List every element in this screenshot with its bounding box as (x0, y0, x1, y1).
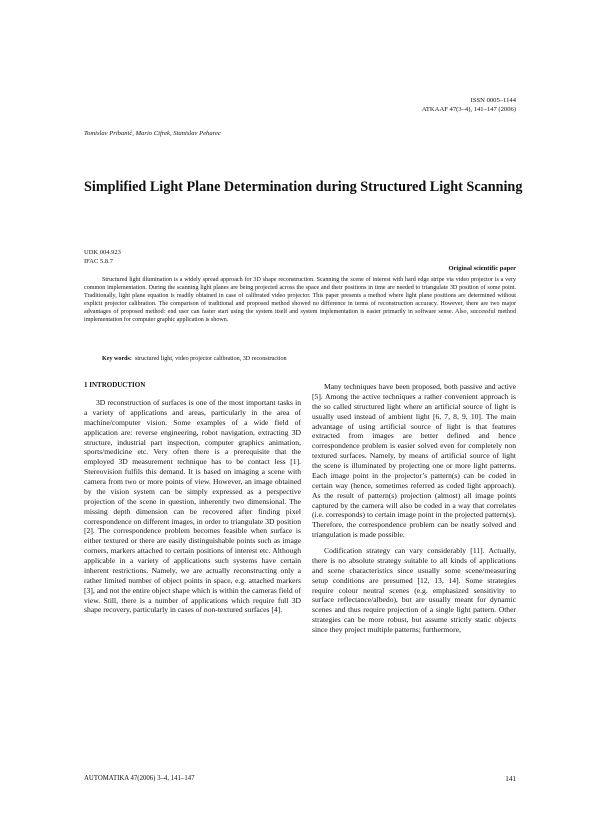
authors: Tomislav Pribanić, Mario Cifrek, Stanislav Peharec (84, 130, 221, 137)
ifac-code: IFAC 5.8.7 (84, 257, 113, 265)
keywords-label: Key words: (102, 356, 132, 362)
paper-title: Simplified Light Plane Determination during Structured Light Scanning (84, 179, 523, 195)
journal-reference: ATKAAF 47(3–4), 141–147 (2006) (421, 106, 516, 113)
journal-header (422, 96, 516, 114)
classification (84, 249, 121, 266)
paper-type: Original scientific paper (448, 265, 516, 272)
page-number: 141 (505, 775, 516, 783)
paragraph: Codification strategy can vary considerably [11]. Actually, there is no absolute strategy suitable to all kinds of applications and scene characteristics since usually some scene/measuring setup conditions are presumed [12, 13, 14]. Some strategies require colour neutral scenes (e.g. emphasized sensitivity to surface reflectance/albedo), but are usually meant for dynamic scenes and thus require projection of a single light pattern. Other strategies can be more robust, but assume strictly static objects since they project multiple patterns; furthermore, (312, 546, 516, 634)
right-column (312, 382, 516, 635)
paragraph: Many techniques have been proposed, both passive and active [5]. Among the active techniques a rather convenient approach is the so called structured light where an artificial source of light is usually used instead of ambient light [6, 7, 8, 9, 10]. The main advantage of using artificial source of light is that features extracted from images are better defined and hence correspondence problem is easier solved even for completely non textured surfaces. Namely, by means of artificial source of light the scene is illuminated by projecting one or more light patterns. Each image point in the projector’s pattern(s) can be coded in certain way (hence, sometimes referred as coded light approach). As the result of pattern(s) projection (almost) all image points captured by the camera will also be coded in a way that correlates (i.e. corresponds) to certain image point in the projected pattern(s). Therefore, the correspondence problem can be neatly solved and triangulation is made possible. (312, 382, 516, 540)
keywords (102, 356, 516, 362)
abstract (84, 276, 516, 325)
paragraph: 3D reconstruction of surfaces is one of the most important tasks in a variety of applications and areas, particularly in the area of machine/computer vision. Some examples of a wide field of application are: reverse engineering, robot navigation, extracting 3D structure, industrial part inspection, computer graphics animation, sports/medicine etc. Very often there is a prerequisite that the employed 3D measurement technique has to be contact less [1]. Stereovision fulfils this demand. It is based on imaging a scene with camera from two or more points of view. However, an image obtained by the vision system can be simply expressed as a perspective projection of the scene in question, inherently two dimensional. The missing depth dimension can be recovered after finding pixel correspondence on different images, in order to triangulate 3D position [2]. The correspondence problem becomes feasible when surface is either textured or there are easily distinguishable points such as image corners, markers attached to certain positions of interest etc. Although applicable in a variety of applications such systems have certain inherent restrictions. Namely, we are actually reconstructing only a rather limited number of object points in space, e.g. attached markers [3], and not the entire object shape which is within the cameras field of view. Still, there is a number of applications which require full 3D shape recovery, particularly in cases of non-textured surfaces [4]. (84, 398, 301, 615)
keywords-text: structured light, video projector calibration, 3D reconstruction (134, 356, 287, 362)
issn: ISSN 0005–1144 (470, 97, 516, 104)
left-column (84, 398, 301, 615)
abstract-text: Structured light illumination is a widely spread approach for 3D shape reconstruction. Scanning the scene of interest with hard edge stripe via video projector is a very common implementation. During the scanning light planes are being projected across the space and their positions in time are needed to triangulate 3D position of some point. Traditionally, light plane equation is readily obtained in case of calibrated video projector. This paper presents a method where light plane positions are determined without explicit projector calibration. The comparison of traditional and proposed method showed no difference in terms of reconstruction accuracy. However, there are two major advantages of proposed method: end user can faster start using the system itself and system implementation is easier primarily in software sense. Also, successful method implementation for computer graphic application is shown. (84, 277, 516, 324)
footer-journal: AUTOMATIKA 47(2006) 3–4, 141–147 (84, 775, 195, 782)
section-heading: 1 INTRODUCTION (84, 381, 146, 389)
udk-code: UDK 004.923 (84, 249, 121, 256)
